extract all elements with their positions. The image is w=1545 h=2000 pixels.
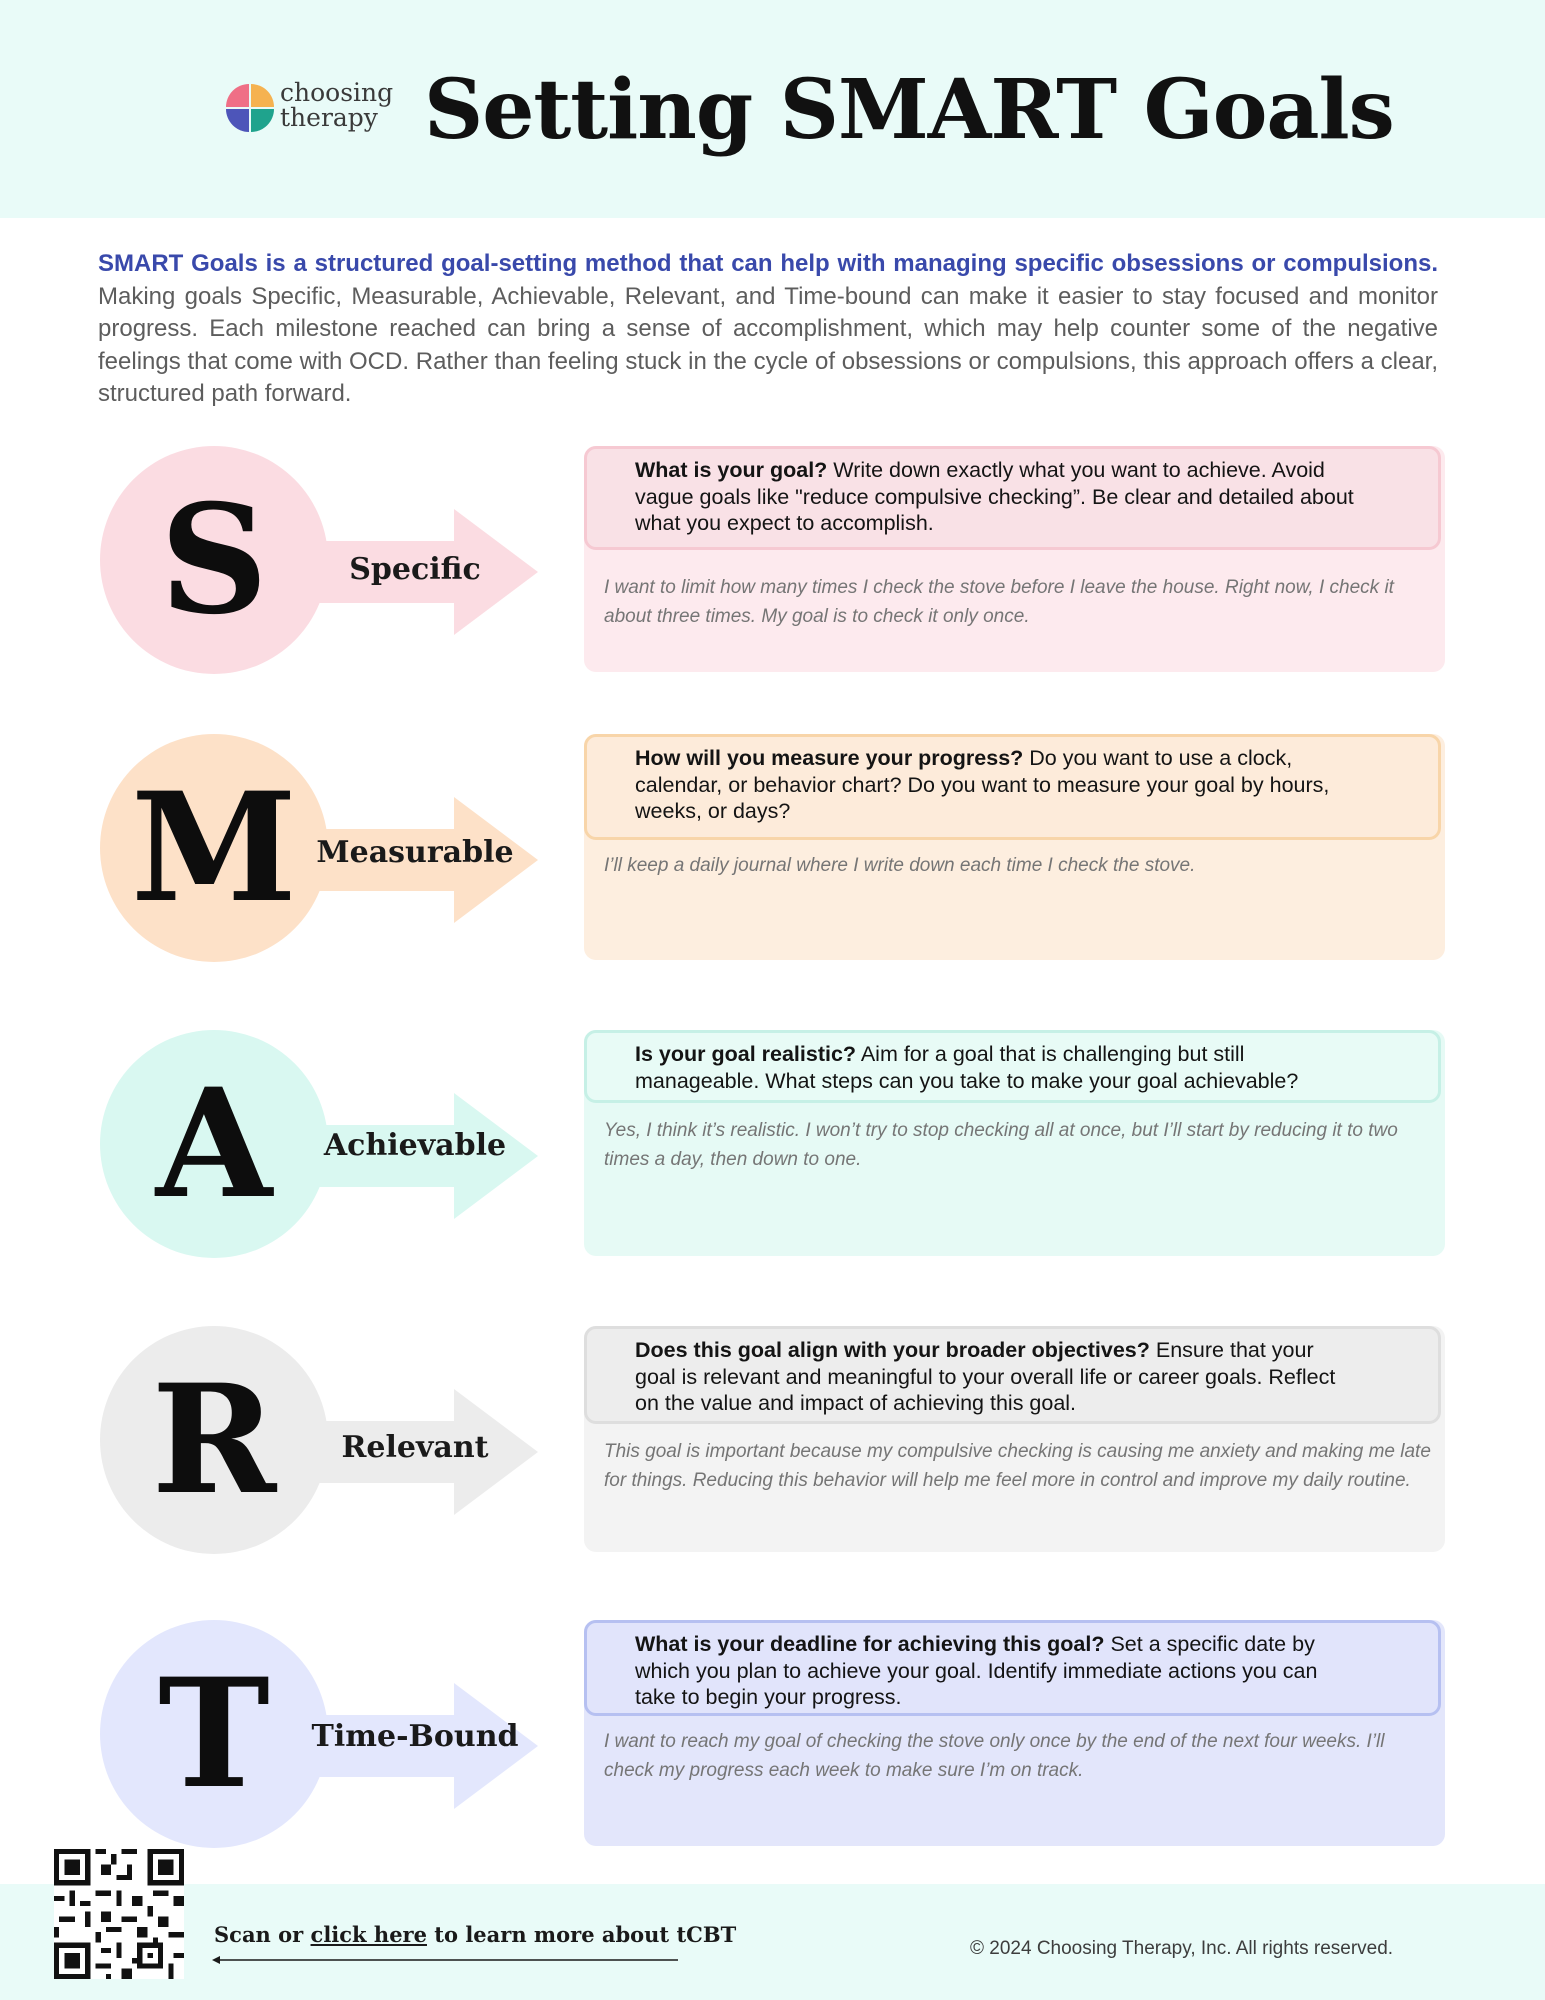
word-label: Relevant bbox=[341, 1430, 489, 1465]
question-rest: Do you want to use a clock, calendar, or behavior chart? Do you want to measure your goal by hours, weeks, or days? bbox=[635, 746, 1330, 823]
letter: S bbox=[159, 472, 269, 648]
letter: T bbox=[158, 1646, 270, 1822]
scan-prefix: Scan or bbox=[214, 1922, 311, 1947]
page-title: Setting SMART Goals bbox=[424, 62, 1394, 158]
question-text bbox=[635, 745, 1355, 825]
letter: A bbox=[155, 1056, 273, 1232]
word-label: Time-Bound bbox=[311, 1719, 519, 1754]
word-label: Achievable bbox=[323, 1128, 507, 1163]
question-bold: What is your goal? bbox=[635, 458, 828, 482]
intro-paragraph bbox=[98, 248, 1438, 411]
question-bold: How will you measure your progress? bbox=[635, 746, 1024, 770]
question-rest: Set a specific date by which you plan to achieve your goal. Identify immediate actions you can take to begin your progress. bbox=[635, 1632, 1318, 1709]
smart-row-relevant bbox=[0, 1326, 1545, 1556]
question-text bbox=[635, 1041, 1355, 1094]
smart-row-measurable bbox=[0, 734, 1545, 964]
copyright-text: © 2024 Choosing Therapy, Inc. All rights reserved. bbox=[970, 1938, 1394, 1959]
example-answer: This goal is important because my compulsive checking is causing me anxiety and making me late for things. Reducing this behavior will help me feel more in control and improve my daily routine. bbox=[604, 1441, 1431, 1491]
logo-wordmark bbox=[280, 80, 410, 130]
question-rest: Ensure that your goal is relevant and meaningful to your overall life or career goals. Reflect on the value and impact of achieving this goal. bbox=[635, 1338, 1336, 1415]
scan-suffix: to learn more about tCBT bbox=[426, 1922, 737, 1947]
question-bold: Is your goal realistic? bbox=[635, 1042, 857, 1066]
question-rest: Aim for a goal that is challenging but still manageable. What steps can you take to make your goal achievable? bbox=[635, 1042, 1299, 1093]
question-bold: What is your deadline for achieving this goal? bbox=[635, 1632, 1105, 1656]
question-text bbox=[635, 1631, 1355, 1711]
choosing-therapy-logo-icon bbox=[224, 82, 276, 134]
word-label: Measurable bbox=[316, 835, 514, 870]
question-box bbox=[584, 1030, 1441, 1103]
smart-row-specific bbox=[0, 446, 1545, 676]
question-bold: Does this goal align with your broader objectives? bbox=[635, 1338, 1150, 1362]
letter: R bbox=[151, 1352, 277, 1528]
question-box bbox=[584, 446, 1441, 550]
logo-line-1: choosing bbox=[280, 78, 394, 107]
question-text bbox=[635, 457, 1355, 537]
question-box bbox=[584, 1326, 1441, 1424]
qr-code-icon[interactable] bbox=[54, 1849, 184, 1979]
word-label: Specific bbox=[349, 552, 481, 587]
smart-row-achievable bbox=[0, 1030, 1545, 1260]
example-answer: I want to reach my goal of checking the stove only once by the end of the next four weeks. I’ll check my progress each week to make sure I’m on track. bbox=[604, 1731, 1385, 1781]
smart-row-time-bound bbox=[0, 1620, 1545, 1850]
example-answer: Yes, I think it’s realistic. I won’t try to stop checking all at once, but I’ll start by reducing it to two times a day, then down to one. bbox=[604, 1120, 1398, 1170]
question-rest: Write down exactly what you want to achieve. Avoid vague goals like "reduce compulsive checking”. Be clear and detailed about what you expect to accomplish. bbox=[635, 458, 1354, 535]
example-answer: I want to limit how many times I check the stove before I leave the house. Right now, I check it about three times. My goal is to check it only once. bbox=[604, 577, 1394, 627]
question-text bbox=[635, 1337, 1355, 1417]
header-band bbox=[0, 0, 1545, 218]
example-answer: I’ll keep a daily journal where I write down each time I check the stove. bbox=[604, 855, 1196, 876]
scan-cta bbox=[214, 1918, 736, 1952]
logo-line-2: therapy bbox=[280, 103, 378, 132]
click-here-link[interactable]: click here bbox=[310, 1922, 427, 1947]
letter: M bbox=[130, 760, 298, 936]
arrow-left-line-icon bbox=[212, 1955, 678, 1965]
intro-lead: SMART Goals is a structured goal-setting method that can help with managing specific obsessions or compulsions. bbox=[98, 250, 1438, 277]
question-box bbox=[584, 734, 1441, 840]
intro-body: Making goals Specific, Measurable, Achievable, Relevant, and Time-bound can make it easier to stay focused and monitor progress. Each milestone reached can bring a sense of accomplishment, which may help counter some of the negative feelings that come with OCD. Rather than feeling stuck in the cycle of obsessions or compulsions, this approach offers a clear, structured path forward. bbox=[98, 282, 1438, 407]
question-box bbox=[584, 1620, 1441, 1716]
